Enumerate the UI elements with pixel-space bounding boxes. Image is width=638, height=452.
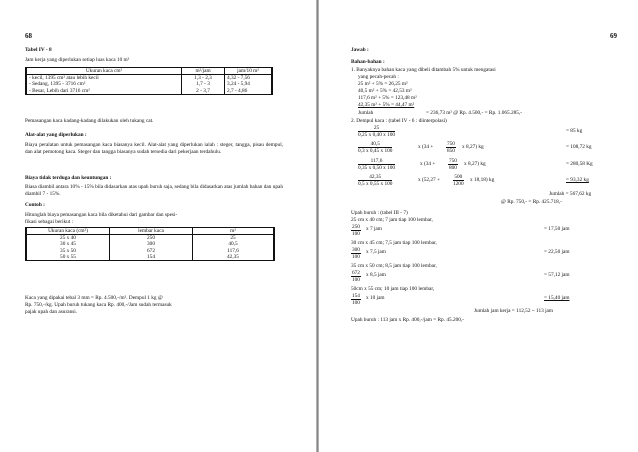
fraction-numerator: 672 [352,270,360,276]
table-cell: 1,7 - 3 [182,81,225,87]
footer-text: Kaca yang dipakai tebal 3 mm = Rp. 4.500,-/m². Dempul 1 kg @ [25,295,163,301]
table-cell: 1,3 - 2,3 [182,75,225,82]
fraction [358,158,395,171]
fraction [351,293,361,306]
section-heading: Contoh : [25,202,45,208]
table-cell: 42,35 [193,254,274,260]
fraction-denominator: 0,25 x 0,40 x 100 [358,132,396,138]
section-heading: Upah buruh : (tabel III - 7) [351,210,408,216]
table-cell: 250 [110,235,193,242]
calc-result: = 57,12 jam [544,272,570,278]
fraction [358,174,392,187]
table-cell: 2,7 - 4,86 [225,88,272,94]
table-cell: 30 x 45 [27,241,110,247]
calc-line: 117,6 m² + 5% = 123,48 m² [358,95,417,101]
fraction-denominator: 100 [352,277,360,283]
calc-text: x (34 + [420,161,436,167]
list-item: yang pecah-pecah : [358,74,399,80]
table-cell: 117,6 [193,248,274,254]
calc-text: x 10 jam [366,295,385,301]
section-heading: Biaya tidak terduga dan keuntungan : [25,175,112,181]
fraction [358,125,395,138]
fraction-numerator: 500 [454,174,463,180]
calc-result: = 17,50 jam [544,226,570,232]
upah-desc: 50cm x 55 cm; 10 jam tiap 100 lembar, [351,286,435,292]
fraction-numerator: 42,35 [358,174,392,181]
fraction [446,141,456,154]
paragraph: Hitunglah biaya pemasangan kaca bila diketahui dari gambar dan spesi- [25,212,178,218]
fraction-numerator: 750 [449,158,457,164]
calc-text: x 7,5 jam [366,249,386,255]
table-cell: 3,24 - 5,94 [225,81,272,87]
calc-result: = 22,50 jam [544,249,570,255]
table-row [27,88,272,94]
page-number: 68 [25,32,32,40]
dempul-total: @ Rp. 750,- = Rp. 425.718,- [501,199,562,205]
table-cell: 672 [110,248,193,254]
calc-result: = 93,32 kg [566,177,589,183]
dempul-jumlah: Jumlah = 567,62 kg [549,191,592,197]
table-cell: 2 - 3,7 [182,88,225,94]
fraction-numerator: 117,6 [358,158,395,165]
table-header: Ukuran kaca cm² [27,68,182,75]
fraction [453,174,464,187]
calc-text: x 8,27) kg [464,161,486,167]
calc-line: 42,35 m² + 5% = 44,47 m² [358,102,415,108]
table-cell: 4,32 - 7,56 [225,75,272,82]
left-page [0,0,318,452]
fraction-numerator: 40,5 [358,141,392,148]
glass-size-table [25,227,275,261]
fraction-denominator: 100 [352,300,360,306]
table-cell: 25 x 40 [27,235,110,242]
jumlah-value: = 236,73 m² @ Rp. 4.500,- = Rp. 1.065.285,- [426,110,523,116]
table-cell: 40,5 [193,241,274,247]
calc-text: x 8,27) kg [462,144,484,150]
fraction [351,247,361,260]
footer-text: Rp. 750,-/kg. Upah buruh tukang kaca Rp. 400,-/Jam sudah termasuk [25,302,172,308]
calc-line: 40,5 m² + 5% = 42,53 m² [358,88,412,94]
table-cell: - Besar, Lebih dari 3716 cm² [27,88,182,94]
table-row [27,75,272,82]
table-header: m²/jam [182,68,225,75]
jam-total: Jumlah jam kerja = 112,52 ~ 113 jam [474,308,554,314]
table-row [27,241,274,247]
fraction-denominator: 0,5 x 0,55 x 100 [358,181,393,187]
fraction-numerator: 25 [358,125,395,132]
table-title: Tabel IV - 8 [25,47,52,53]
fraction-denominator: 1200 [453,181,464,187]
upah-desc: 25 cm x 40 cm; 7 jam tiap 100 lembar, [351,217,433,223]
table-header: m² [193,228,274,235]
table-row [27,254,274,260]
table-cell: - Sedang, 1395 - 3716 cm² [27,81,182,87]
upah-desc: 35 cm x 50 cm; 8,5 jam tiap 100 lembar, [351,263,437,269]
table-caption: Jam kerja yang diperlukan setiap luas kaca 10 m² [25,57,130,63]
table-cell: 25 [193,235,274,242]
jumlah-label: Jumlah [358,110,374,116]
table-cell: 35 x 50 [27,248,110,254]
table-cell: - kecil, 1395 cm² atau lebih kecil [27,75,182,82]
table-header: jam/10 m² [225,68,272,75]
note-text: Pemasangan kaca kadang-kadang dilakukan oleh tukang cat. [25,118,154,124]
paragraph: Biaya peralatan untuk pemasangan kaca biasanya kecil. Alat-alat yang diperlukan ialah : steger, tangga, pisau dempul, dan alat pemotong kaca. Steger dan tangga biasanya sudah tersedia dari pekerjaan terdahulu. [25,142,283,155]
fraction-denominator: 850 [447,148,455,154]
table-row [27,235,274,242]
fraction [351,224,361,237]
calc-text: x 18,18) kg [470,177,495,183]
paragraph: Biasa diambil antara 10% - 15% bila didasarkan atas upah buruh saja, sedang bila didasarkan atas jumlah bahan dan upah diambil 7 - 15%. [25,184,283,197]
section-heading: Bahan-bahan : [351,59,385,65]
calc-line: 25 m² + 5% = 26,25 m² [358,81,408,87]
paragraph: fikasi sebagai berikut : [25,219,74,225]
table-header: lembar kaca [110,228,193,235]
calc-text: x 7 jam [366,226,382,232]
fraction [351,270,361,283]
fraction-denominator: 0,35 x 0,50 x 100 [358,165,396,171]
fraction-denominator: 800 [449,165,457,171]
fraction-numerator: 750 [447,141,455,147]
fraction-numerator: 250 [352,224,360,230]
calc-result: = 280,58 Kg [566,161,593,167]
fraction-denominator: 0,3 x 0,45 x 100 [358,148,393,154]
table-header: Ukuran kaca (cm²) [27,228,110,235]
upah-desc: 30 cm x 45 cm; 7,5 jam tiap 100 lembar, [351,240,437,246]
fraction-numerator: 300 [352,247,360,253]
calc-result: = 108,72 kg [566,144,592,150]
fraction [358,141,392,154]
upah-total: Upah buruh : 113 jam x Rp. 400,-/jam = Rp. 45.200,- [351,317,464,323]
list-item: 1. Banyaknya bahan kaca yang dibeli ditambah 5% untuk mengatasi [351,67,496,73]
footer-text: pajak upah dan asuransi. [25,309,78,315]
calc-text: x (34 + [418,144,434,150]
table-cell: 154 [110,254,193,260]
table-cell: 300 [110,241,193,247]
calc-result: = 15,40 jam [544,295,570,301]
calc-result: = 85 kg [566,128,583,134]
calc-text: x 8,5 jam [366,272,386,278]
fraction [448,158,458,171]
right-page [318,0,638,452]
list-item: 2. Dempul kaca : (tabel IV - 6 : diinterpolasi) [351,118,447,124]
fraction-denominator: 100 [352,231,360,237]
fraction-denominator: 100 [352,254,360,260]
fraction-numerator: 154 [352,293,360,299]
table-row [27,248,274,254]
table-cell: 50 x 55 [27,254,110,260]
section-heading: Alat-alat yang diperlukan : [25,132,87,138]
page-number: 69 [610,32,617,40]
answer-heading: Jawab : [351,47,369,53]
calc-text: x (52,27 + [418,177,440,183]
work-hours-table [25,67,273,95]
